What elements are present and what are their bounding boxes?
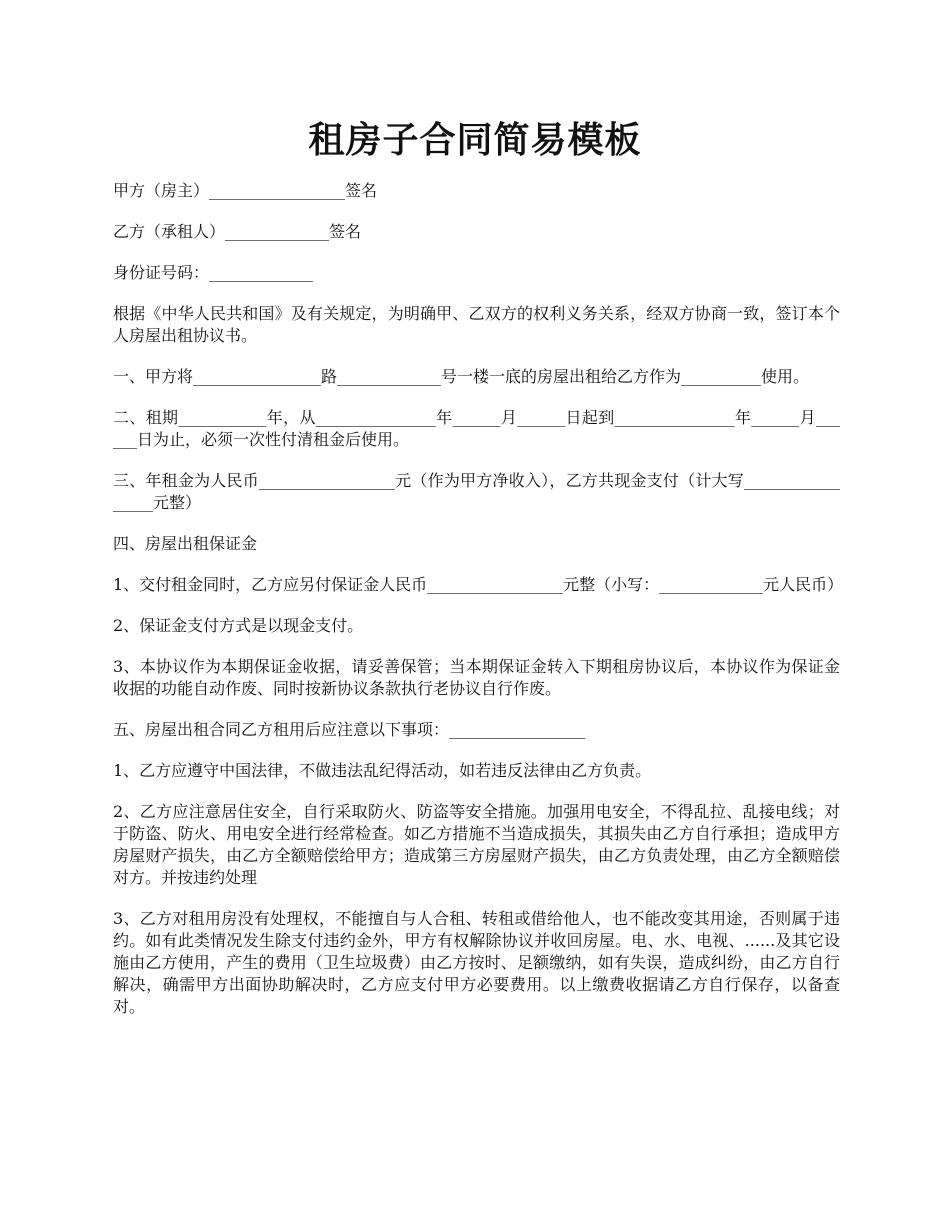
notes-item-2: 2、乙方应注意居住安全，自行采取防火、防盗等安全措施。加强用电安全，不得乱拉、乱接电线；对于防盗、防火、用电安全进行经常检查。如乙方措施不当造成损失，其损失由乙方自行承担；造成甲方房屋财产损失，由乙方全额赔偿给甲方；造成第三方房屋财产损失，由乙方负责处理，由乙方全额赔偿对方。并按违约处理 [113, 802, 840, 887]
notes-item-3: 3、乙方对租用房没有处理权，不能擅自与人合租、转租或借给他人，也不能改变其用途，否则属于违约。如有此类情况发生除支付违约金外，甲方有权解除协议并收回房屋。电、水、电视、......及其它设施由乙方使用，产生的费用（卫生垃圾费）由乙方按时、足额缴纳，如有失误，造成纠纷，由乙方自行解决，确需甲方出面协助解决时，乙方应支付甲方必要费用。以上缴费收据请乙方自行保存，以备查对。 [113, 909, 840, 1016]
notes-item-1: 1、乙方应遵守中国法律，不做违法乱纪得活动，如若违反法律由乙方负责。 [113, 761, 652, 780]
deposit-item-1: 1、交付租金同时，乙方应另付保证金人民币_________________元整（小写：_____________元人民币） [113, 575, 844, 594]
deposit-item-2: 2、保证金支付方式是以现金支付。 [113, 616, 364, 635]
document-body [113, 180, 844, 1037]
clause-2-term: 二、租期___________年，从_______________年______月______日起到_______________年______月______日为止，必须一次性付清租金后使用。 [113, 408, 840, 449]
clause-1-premises: 一、甲方将________________路_____________号一楼一底的房屋出租给乙方作为__________使用。 [113, 367, 810, 386]
party-a-line: 甲方（房主）_________________签名 [113, 181, 378, 200]
clause-3-rent: 三、年租金为人民币_________________元（作为甲方净收入），乙方共现金支付（计大写_________________元整） [113, 471, 840, 512]
document-title: 租房子合同简易模板 [308, 119, 642, 161]
id-number-line: 身份证号码：_____________ [113, 263, 314, 282]
preamble-paragraph: 根据《中华人民共和国》及有关规定，为明确甲、乙双方的权利义务关系，经双方协商一致，签订本个人房屋出租协议书。 [113, 304, 840, 345]
clause-5-notes-heading: 五、房屋出租合同乙方租用后应注意以下事项：_________________ [113, 720, 586, 739]
clause-4-deposit-heading: 四、房屋出租保证金 [113, 534, 258, 553]
deposit-item-3: 3、本协议作为本期保证金收据，请妥善保管；当本期保证金转入下期租房协议后，本协议作为保证金收据的功能自动作废、同时按新协议条款执行老协议自行作废。 [113, 657, 840, 698]
party-b-line: 乙方（承租人）_____________签名 [113, 222, 362, 241]
